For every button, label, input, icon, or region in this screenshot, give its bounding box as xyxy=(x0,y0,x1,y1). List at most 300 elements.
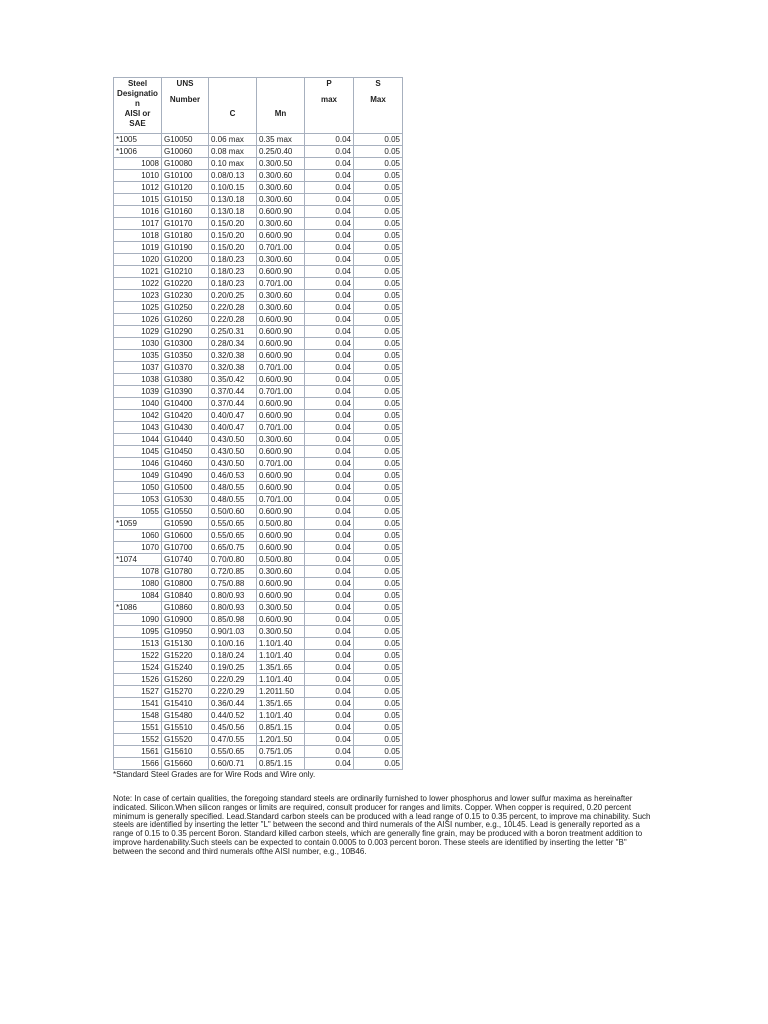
cell-sulfur: 0.05 xyxy=(354,134,403,146)
cell-carbon: 0.43/0.50 xyxy=(209,458,257,470)
cell-sulfur: 0.05 xyxy=(354,482,403,494)
table-row xyxy=(114,386,403,398)
cell-sulfur: 0.05 xyxy=(354,386,403,398)
cell-manganese: 0.85/1.15 xyxy=(257,722,305,734)
cell-manganese: 0.70/1.00 xyxy=(257,278,305,290)
cell-manganese: 0.60/0.90 xyxy=(257,230,305,242)
table-row xyxy=(114,578,403,590)
cell-carbon: 0.43/0.50 xyxy=(209,434,257,446)
cell-phosphorus: 0.04 xyxy=(305,566,354,578)
cell-manganese: 0.60/0.90 xyxy=(257,350,305,362)
cell-carbon: 0.18/0.23 xyxy=(209,266,257,278)
cell-sulfur: 0.05 xyxy=(354,734,403,746)
cell-sulfur: 0.05 xyxy=(354,674,403,686)
cell-manganese: 1.35/1.65 xyxy=(257,698,305,710)
cell-steel-grade: 1078 xyxy=(114,566,162,578)
cell-steel-grade: 1070 xyxy=(114,542,162,554)
cell-carbon: 0.37/0.44 xyxy=(209,398,257,410)
cell-steel-grade: 1022 xyxy=(114,278,162,290)
table-row xyxy=(114,758,403,770)
cell-manganese: 0.60/0.90 xyxy=(257,530,305,542)
cell-manganese: 1.10/1.40 xyxy=(257,650,305,662)
cell-uns-number: G10490 xyxy=(162,470,209,482)
cell-steel-grade: 1019 xyxy=(114,242,162,254)
cell-uns-number: G10100 xyxy=(162,170,209,182)
cell-uns-number: G10160 xyxy=(162,206,209,218)
table-body xyxy=(114,134,403,770)
table-row xyxy=(114,134,403,146)
table-row xyxy=(114,482,403,494)
cell-sulfur: 0.05 xyxy=(354,350,403,362)
cell-phosphorus: 0.04 xyxy=(305,194,354,206)
cell-manganese: 1.20/1.50 xyxy=(257,734,305,746)
cell-manganese: 0.25/0.40 xyxy=(257,146,305,158)
cell-uns-number: G10390 xyxy=(162,386,209,398)
cell-sulfur: 0.05 xyxy=(354,446,403,458)
cell-sulfur: 0.05 xyxy=(354,710,403,722)
cell-manganese: 0.60/0.90 xyxy=(257,482,305,494)
cell-sulfur: 0.05 xyxy=(354,614,403,626)
cell-phosphorus: 0.04 xyxy=(305,650,354,662)
cell-manganese: 0.60/0.90 xyxy=(257,446,305,458)
cell-steel-grade: 1053 xyxy=(114,494,162,506)
cell-uns-number: G10350 xyxy=(162,350,209,362)
cell-sulfur: 0.05 xyxy=(354,254,403,266)
cell-phosphorus: 0.04 xyxy=(305,530,354,542)
cell-phosphorus: 0.04 xyxy=(305,662,354,674)
cell-uns-number: G10060 xyxy=(162,146,209,158)
cell-phosphorus: 0.04 xyxy=(305,302,354,314)
cell-carbon: 0.08/0.13 xyxy=(209,170,257,182)
cell-carbon: 0.48/0.55 xyxy=(209,482,257,494)
cell-uns-number: G10420 xyxy=(162,410,209,422)
cell-uns-number: G15410 xyxy=(162,698,209,710)
cell-phosphorus: 0.04 xyxy=(305,674,354,686)
cell-manganese: 0.60/0.90 xyxy=(257,506,305,518)
table-row xyxy=(114,734,403,746)
cell-steel-grade: 1044 xyxy=(114,434,162,446)
cell-uns-number: G10450 xyxy=(162,446,209,458)
cell-manganese: 0.60/0.90 xyxy=(257,206,305,218)
cell-phosphorus: 0.04 xyxy=(305,482,354,494)
cell-manganese: 0.30/0.60 xyxy=(257,302,305,314)
header-s-line: Max xyxy=(370,95,386,104)
header-steel-line: AISI or xyxy=(124,109,151,118)
cell-sulfur: 0.05 xyxy=(354,182,403,194)
cell-uns-number: G10430 xyxy=(162,422,209,434)
cell-steel-grade: 1522 xyxy=(114,650,162,662)
cell-manganese: 0.60/0.90 xyxy=(257,578,305,590)
cell-sulfur: 0.05 xyxy=(354,686,403,698)
cell-manganese: 0.70/1.00 xyxy=(257,362,305,374)
cell-sulfur: 0.05 xyxy=(354,422,403,434)
cell-steel-grade: *1074 xyxy=(114,554,162,566)
cell-phosphorus: 0.04 xyxy=(305,254,354,266)
cell-manganese: 0.50/0.80 xyxy=(257,518,305,530)
cell-phosphorus: 0.04 xyxy=(305,338,354,350)
table-row xyxy=(114,326,403,338)
table-row xyxy=(114,530,403,542)
table-row xyxy=(114,662,403,674)
table-row xyxy=(114,458,403,470)
cell-uns-number: G15520 xyxy=(162,734,209,746)
table-row xyxy=(114,158,403,170)
header-p-line: max xyxy=(320,95,337,104)
header-uns-line: Number xyxy=(169,95,201,104)
cell-steel-grade: 1548 xyxy=(114,710,162,722)
cell-steel-grade: 1020 xyxy=(114,254,162,266)
cell-uns-number: G15270 xyxy=(162,686,209,698)
cell-uns-number: G10170 xyxy=(162,218,209,230)
cell-manganese: 1.10/1.40 xyxy=(257,638,305,650)
cell-manganese: 0.30/0.60 xyxy=(257,566,305,578)
cell-manganese: 0.60/0.90 xyxy=(257,614,305,626)
cell-sulfur: 0.05 xyxy=(354,266,403,278)
cell-steel-grade: 1025 xyxy=(114,302,162,314)
table-row xyxy=(114,470,403,482)
cell-steel-grade: 1037 xyxy=(114,362,162,374)
cell-carbon: 0.18/0.23 xyxy=(209,254,257,266)
cell-sulfur: 0.05 xyxy=(354,290,403,302)
table-row xyxy=(114,422,403,434)
cell-steel-grade: 1524 xyxy=(114,662,162,674)
cell-uns-number: G10460 xyxy=(162,458,209,470)
cell-carbon: 0.44/0.52 xyxy=(209,710,257,722)
cell-phosphorus: 0.04 xyxy=(305,158,354,170)
cell-steel-grade: 1015 xyxy=(114,194,162,206)
cell-sulfur: 0.05 xyxy=(354,530,403,542)
cell-uns-number: G10230 xyxy=(162,290,209,302)
cell-phosphorus: 0.04 xyxy=(305,698,354,710)
cell-manganese: 0.30/0.60 xyxy=(257,170,305,182)
table-row xyxy=(114,350,403,362)
cell-carbon: 0.90/1.03 xyxy=(209,626,257,638)
cell-carbon: 0.85/0.98 xyxy=(209,614,257,626)
cell-steel-grade: 1527 xyxy=(114,686,162,698)
cell-carbon: 0.20/0.25 xyxy=(209,290,257,302)
cell-sulfur: 0.05 xyxy=(354,158,403,170)
header-carbon xyxy=(209,78,257,134)
table-row xyxy=(114,230,403,242)
cell-uns-number: G10260 xyxy=(162,314,209,326)
cell-carbon: 0.06 max xyxy=(209,134,257,146)
table-row xyxy=(114,170,403,182)
cell-sulfur: 0.05 xyxy=(354,506,403,518)
cell-uns-number: G10290 xyxy=(162,326,209,338)
cell-sulfur: 0.05 xyxy=(354,170,403,182)
table-row xyxy=(114,518,403,530)
cell-uns-number: G10200 xyxy=(162,254,209,266)
cell-phosphorus: 0.04 xyxy=(305,398,354,410)
cell-steel-grade: 1039 xyxy=(114,386,162,398)
cell-carbon: 0.48/0.55 xyxy=(209,494,257,506)
cell-manganese: 1.2011.50 xyxy=(257,686,305,698)
cell-manganese: 0.30/0.60 xyxy=(257,182,305,194)
cell-phosphorus: 0.04 xyxy=(305,134,354,146)
cell-sulfur: 0.05 xyxy=(354,398,403,410)
cell-uns-number: G15220 xyxy=(162,650,209,662)
cell-uns-number: G10120 xyxy=(162,182,209,194)
cell-manganese: 0.30/0.60 xyxy=(257,254,305,266)
table-row xyxy=(114,746,403,758)
cell-phosphorus: 0.04 xyxy=(305,230,354,242)
cell-steel-grade: 1026 xyxy=(114,314,162,326)
cell-phosphorus: 0.04 xyxy=(305,542,354,554)
cell-manganese: 0.60/0.90 xyxy=(257,590,305,602)
cell-carbon: 0.22/0.28 xyxy=(209,314,257,326)
cell-uns-number: G15610 xyxy=(162,746,209,758)
cell-manganese: 1.10/1.40 xyxy=(257,674,305,686)
table-row xyxy=(114,602,403,614)
cell-uns-number: G15660 xyxy=(162,758,209,770)
cell-sulfur: 0.05 xyxy=(354,542,403,554)
cell-sulfur: 0.05 xyxy=(354,146,403,158)
table-row xyxy=(114,614,403,626)
cell-manganese: 0.60/0.90 xyxy=(257,326,305,338)
cell-phosphorus: 0.04 xyxy=(305,734,354,746)
cell-steel-grade: 1038 xyxy=(114,374,162,386)
cell-sulfur: 0.05 xyxy=(354,494,403,506)
table-row xyxy=(114,410,403,422)
cell-carbon: 0.36/0.44 xyxy=(209,698,257,710)
cell-carbon: 0.40/0.47 xyxy=(209,422,257,434)
cell-sulfur: 0.05 xyxy=(354,722,403,734)
cell-manganese: 0.30/0.60 xyxy=(257,194,305,206)
table-header-row xyxy=(114,78,403,134)
cell-carbon: 0.37/0.44 xyxy=(209,386,257,398)
table-row xyxy=(114,710,403,722)
cell-uns-number: G10050 xyxy=(162,134,209,146)
cell-manganese: 0.35 max xyxy=(257,134,305,146)
cell-carbon: 0.19/0.25 xyxy=(209,662,257,674)
cell-phosphorus: 0.04 xyxy=(305,422,354,434)
cell-steel-grade: 1029 xyxy=(114,326,162,338)
cell-sulfur: 0.05 xyxy=(354,638,403,650)
cell-uns-number: G10800 xyxy=(162,578,209,590)
cell-carbon: 0.22/0.29 xyxy=(209,686,257,698)
steel-grades-table xyxy=(113,77,403,770)
cell-steel-grade: 1084 xyxy=(114,590,162,602)
header-steel-designation xyxy=(114,78,162,134)
cell-phosphorus: 0.04 xyxy=(305,518,354,530)
header-phosphorus-max xyxy=(305,78,354,134)
cell-steel-grade: 1055 xyxy=(114,506,162,518)
cell-carbon: 0.40/0.47 xyxy=(209,410,257,422)
table-row xyxy=(114,698,403,710)
cell-steel-grade: 1008 xyxy=(114,158,162,170)
cell-carbon: 0.70/0.80 xyxy=(209,554,257,566)
cell-phosphorus: 0.04 xyxy=(305,446,354,458)
cell-uns-number: G10900 xyxy=(162,614,209,626)
table-row xyxy=(114,242,403,254)
cell-carbon: 0.10/0.15 xyxy=(209,182,257,194)
cell-steel-grade: 1090 xyxy=(114,614,162,626)
cell-phosphorus: 0.04 xyxy=(305,578,354,590)
header-sulfur-max xyxy=(354,78,403,134)
table-row xyxy=(114,278,403,290)
cell-phosphorus: 0.04 xyxy=(305,386,354,398)
cell-manganese: 0.30/0.50 xyxy=(257,626,305,638)
cell-sulfur: 0.05 xyxy=(354,650,403,662)
cell-steel-grade: 1513 xyxy=(114,638,162,650)
header-manganese xyxy=(257,78,305,134)
cell-sulfur: 0.05 xyxy=(354,278,403,290)
cell-carbon: 0.55/0.65 xyxy=(209,530,257,542)
cell-steel-grade: 1526 xyxy=(114,674,162,686)
cell-carbon: 0.10/0.16 xyxy=(209,638,257,650)
cell-manganese: 0.70/1.00 xyxy=(257,422,305,434)
cell-manganese: 0.60/0.90 xyxy=(257,470,305,482)
cell-uns-number: G15240 xyxy=(162,662,209,674)
cell-carbon: 0.75/0.88 xyxy=(209,578,257,590)
note-paragraph: Note: In case of certain qualities, the foregoing standard steels are ordinarily furnished to lower phosphorus and lower sulfur maxima as hereinafter indicated. Silicon.When silicon ranges or limits are required, consult producer for ranges and limits. Copper. When copper is required, 0.20 percent minimum is generally specified. Lead.Standard carbon steels can be produced with a lead range of 0.15 to 0.35 percent, to improve ma chinability. Such steels are identified by inserting the letter "L" between the second and third numerals of the AISI number, e.g., 10L45. Lead is generally reported as a range of 0.15 to 0.35 percent Boron. Standard killed carbon steels, which are generally fine grain, may be produced with a boron treatment addition to improve hardenability.Such steels can be expected to contain 0.0005 to 0.003 percent boron. These steels are identified by inserting the letter "B" between the second and third numerals ofthe AISI number, e.g., 10B46. xyxy=(113,794,651,856)
cell-uns-number: G10590 xyxy=(162,518,209,530)
cell-steel-grade: 1035 xyxy=(114,350,162,362)
cell-steel-grade: *1059 xyxy=(114,518,162,530)
cell-steel-grade: 1043 xyxy=(114,422,162,434)
cell-uns-number: G10220 xyxy=(162,278,209,290)
table-row xyxy=(114,206,403,218)
table-footnote: *Standard Steel Grades are for Wire Rods and Wire only. xyxy=(113,770,316,779)
cell-sulfur: 0.05 xyxy=(354,518,403,530)
cell-steel-grade: 1016 xyxy=(114,206,162,218)
cell-manganese: 0.30/0.60 xyxy=(257,434,305,446)
cell-carbon: 0.43/0.50 xyxy=(209,446,257,458)
cell-phosphorus: 0.04 xyxy=(305,326,354,338)
cell-phosphorus: 0.04 xyxy=(305,218,354,230)
cell-phosphorus: 0.04 xyxy=(305,746,354,758)
cell-sulfur: 0.05 xyxy=(354,746,403,758)
cell-carbon: 0.15/0.20 xyxy=(209,218,257,230)
header-manganese-label: Mn xyxy=(274,108,287,118)
cell-phosphorus: 0.04 xyxy=(305,686,354,698)
cell-steel-grade: 1042 xyxy=(114,410,162,422)
cell-steel-grade: *1005 xyxy=(114,134,162,146)
table-row xyxy=(114,542,403,554)
cell-uns-number: G10250 xyxy=(162,302,209,314)
cell-carbon: 0.80/0.93 xyxy=(209,602,257,614)
header-steel-line: SAE xyxy=(129,119,146,128)
cell-phosphorus: 0.04 xyxy=(305,722,354,734)
cell-phosphorus: 0.04 xyxy=(305,146,354,158)
cell-carbon: 0.10 max xyxy=(209,158,257,170)
cell-manganese: 0.30/0.60 xyxy=(257,218,305,230)
cell-sulfur: 0.05 xyxy=(354,602,403,614)
table-row xyxy=(114,434,403,446)
cell-phosphorus: 0.04 xyxy=(305,602,354,614)
cell-steel-grade: 1552 xyxy=(114,734,162,746)
header-steel-line: Steel xyxy=(127,79,148,88)
cell-phosphorus: 0.04 xyxy=(305,638,354,650)
cell-manganese: 0.70/1.00 xyxy=(257,458,305,470)
cell-sulfur: 0.05 xyxy=(354,434,403,446)
cell-carbon: 0.55/0.65 xyxy=(209,746,257,758)
cell-uns-number: G10400 xyxy=(162,398,209,410)
cell-phosphorus: 0.04 xyxy=(305,614,354,626)
cell-manganese: 0.70/1.00 xyxy=(257,494,305,506)
cell-sulfur: 0.05 xyxy=(354,470,403,482)
cell-phosphorus: 0.04 xyxy=(305,374,354,386)
cell-uns-number: G15130 xyxy=(162,638,209,650)
table-row xyxy=(114,266,403,278)
cell-uns-number: G10380 xyxy=(162,374,209,386)
cell-uns-number: G10950 xyxy=(162,626,209,638)
table-row xyxy=(114,554,403,566)
cell-steel-grade: 1018 xyxy=(114,230,162,242)
table-row xyxy=(114,254,403,266)
cell-steel-grade: *1086 xyxy=(114,602,162,614)
cell-carbon: 0.13/0.18 xyxy=(209,206,257,218)
header-uns-line: UNS xyxy=(176,79,194,88)
cell-carbon: 0.46/0.53 xyxy=(209,470,257,482)
table-row xyxy=(114,674,403,686)
table-row xyxy=(114,374,403,386)
cell-sulfur: 0.05 xyxy=(354,374,403,386)
cell-phosphorus: 0.04 xyxy=(305,410,354,422)
cell-manganese: 0.60/0.90 xyxy=(257,542,305,554)
cell-phosphorus: 0.04 xyxy=(305,626,354,638)
cell-phosphorus: 0.04 xyxy=(305,710,354,722)
cell-steel-grade: 1095 xyxy=(114,626,162,638)
cell-steel-grade: 1551 xyxy=(114,722,162,734)
cell-sulfur: 0.05 xyxy=(354,566,403,578)
cell-carbon: 0.80/0.93 xyxy=(209,590,257,602)
cell-uns-number: G15480 xyxy=(162,710,209,722)
cell-sulfur: 0.05 xyxy=(354,554,403,566)
cell-sulfur: 0.05 xyxy=(354,590,403,602)
cell-sulfur: 0.05 xyxy=(354,242,403,254)
cell-phosphorus: 0.04 xyxy=(305,350,354,362)
cell-sulfur: 0.05 xyxy=(354,458,403,470)
cell-phosphorus: 0.04 xyxy=(305,242,354,254)
cell-sulfur: 0.05 xyxy=(354,578,403,590)
cell-steel-grade: 1045 xyxy=(114,446,162,458)
table-row xyxy=(114,626,403,638)
cell-manganese: 0.60/0.90 xyxy=(257,410,305,422)
cell-carbon: 0.15/0.20 xyxy=(209,242,257,254)
header-carbon-label: C xyxy=(229,108,236,118)
table-row xyxy=(114,722,403,734)
table-row xyxy=(114,362,403,374)
cell-manganese: 0.30/0.60 xyxy=(257,290,305,302)
cell-carbon: 0.32/0.38 xyxy=(209,362,257,374)
cell-uns-number: G10840 xyxy=(162,590,209,602)
cell-phosphorus: 0.04 xyxy=(305,278,354,290)
cell-carbon: 0.13/0.18 xyxy=(209,194,257,206)
cell-uns-number: G10190 xyxy=(162,242,209,254)
cell-carbon: 0.18/0.24 xyxy=(209,650,257,662)
cell-carbon: 0.22/0.29 xyxy=(209,674,257,686)
cell-uns-number: G10500 xyxy=(162,482,209,494)
cell-steel-grade: 1012 xyxy=(114,182,162,194)
cell-manganese: 0.70/1.00 xyxy=(257,242,305,254)
cell-sulfur: 0.05 xyxy=(354,362,403,374)
cell-manganese: 1.10/1.40 xyxy=(257,710,305,722)
cell-uns-number: G10860 xyxy=(162,602,209,614)
table-row xyxy=(114,146,403,158)
cell-sulfur: 0.05 xyxy=(354,338,403,350)
cell-carbon: 0.45/0.56 xyxy=(209,722,257,734)
table-row xyxy=(114,650,403,662)
cell-phosphorus: 0.04 xyxy=(305,362,354,374)
cell-uns-number: G10740 xyxy=(162,554,209,566)
table-row xyxy=(114,590,403,602)
cell-steel-grade: 1023 xyxy=(114,290,162,302)
table-row xyxy=(114,506,403,518)
cell-sulfur: 0.05 xyxy=(354,314,403,326)
cell-phosphorus: 0.04 xyxy=(305,506,354,518)
cell-steel-grade: *1006 xyxy=(114,146,162,158)
